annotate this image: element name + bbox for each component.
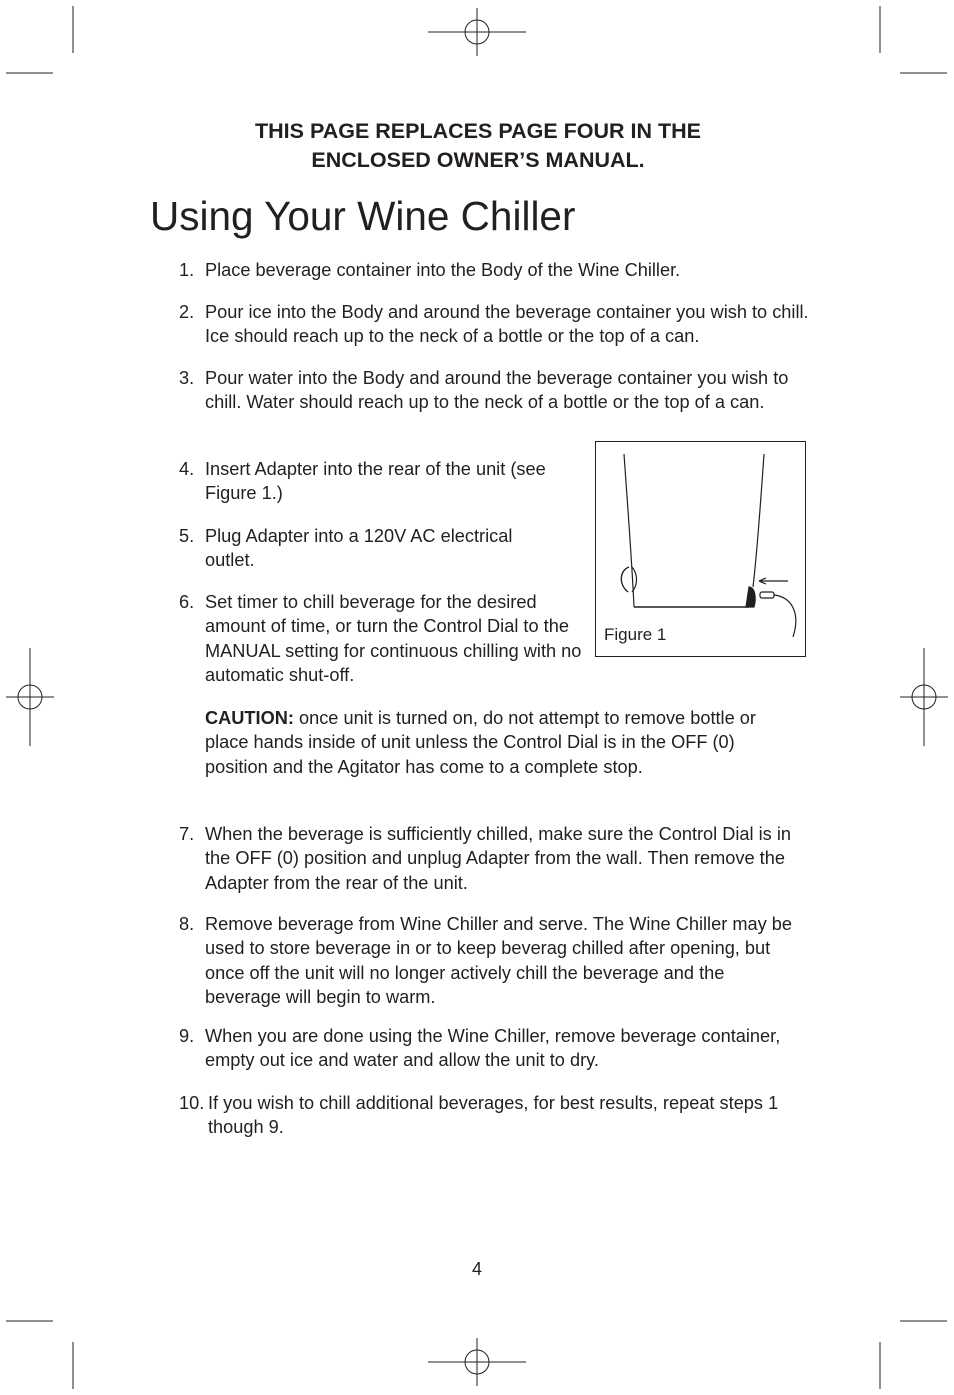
figure-caption: Figure 1: [604, 625, 667, 644]
step-number: 3.: [179, 368, 195, 388]
step-text: Pour water into the Body and around the beverage container you wish to chill. Water should reach up to the neck of a bottle or the top of a can.: [205, 368, 789, 413]
step-text: If you wish to chill additional beverages, for best results, repeat steps 1 though 9.: [208, 1093, 779, 1138]
figure-1: [595, 441, 806, 657]
replacement-notice: [150, 117, 806, 175]
caution-text: once unit is turned on, do not attempt to remove bottle or place hands inside of unit unless the Control Dial is in the OFF (0) position and the Agitator has come to a complete stop.: [205, 708, 756, 777]
step-number: 4.: [179, 459, 195, 479]
step-text: Pour ice into the Body and around the beverage container you wish to chill. Ice should reach up to the neck of a bottle or the top of a can.: [205, 302, 809, 347]
registration-mark-bottom: [428, 1338, 526, 1386]
step-number: 7.: [179, 824, 195, 844]
step-text: When the beverage is sufficiently chilled, make sure the Control Dial is in the OFF (0) position and unplug Adapter from the wall. Then remove the Adapter from the rear of the unit.: [205, 824, 791, 893]
registration-mark-left: [6, 648, 54, 746]
page-title: Using Your Wine Chiller: [150, 193, 576, 239]
step-text: Place beverage container into the Body of the Wine Chiller.: [205, 260, 681, 280]
caution-note: [205, 706, 795, 779]
step-number: 10.: [179, 1093, 205, 1113]
notice-line-1: THIS PAGE REPLACES PAGE FOUR IN THE: [255, 119, 701, 143]
step-number: 5.: [179, 526, 195, 546]
step-text: Remove beverage from Wine Chiller and serve. The Wine Chiller may be used to store beverage in or to keep beverag chilled after opening, but once off the unit will no longer actively chill the beverage and the beverage will begin to warm.: [205, 914, 792, 1007]
step-number: 2.: [179, 302, 195, 322]
registration-mark-top: [428, 8, 526, 56]
step-number: 9.: [179, 1026, 195, 1046]
step-number: 1.: [179, 260, 195, 280]
step-text: When you are done using the Wine Chiller, remove beverage container, empty out ice and water and allow the unit to dry.: [205, 1026, 781, 1071]
notice-line-2: ENCLOSED OWNER’S MANUAL.: [311, 148, 645, 172]
registration-mark-right: [900, 648, 948, 746]
page-number: 4: [471, 1259, 482, 1279]
caution-label: CAUTION:: [205, 708, 294, 728]
step-number: 8.: [179, 914, 195, 934]
step-text: Set timer to chill beverage for the desired amount of time, or turn the Control Dial to the MANUAL setting for continuous chilling with no automatic shut-off.: [205, 592, 582, 685]
step-number: 6.: [179, 592, 195, 612]
step-text: Insert Adapter into the rear of the unit (see Figure 1.): [205, 459, 546, 504]
step-text: Plug Adapter into a 120V AC electrical outlet.: [205, 526, 513, 571]
